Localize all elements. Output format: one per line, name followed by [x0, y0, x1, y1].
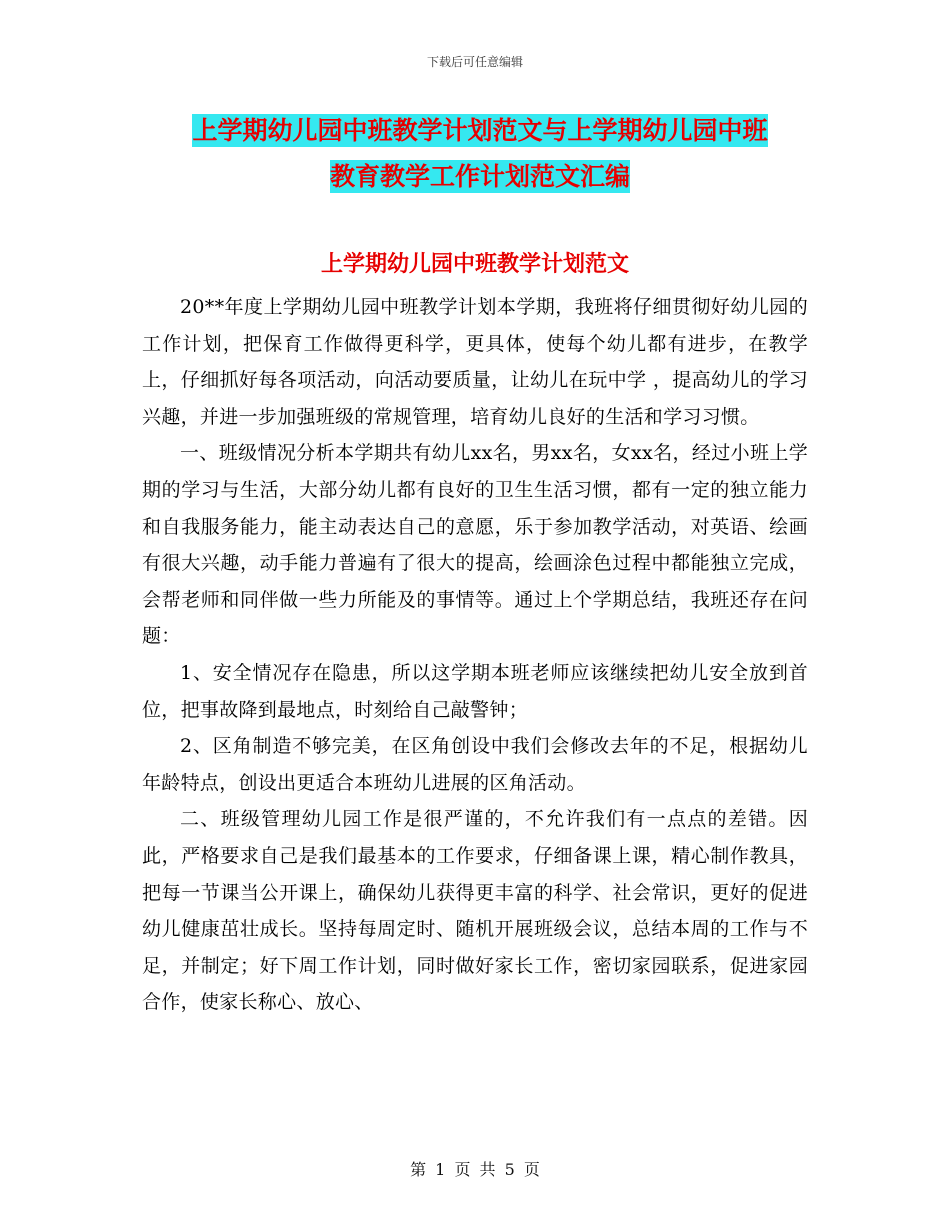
- document-title-line-1: 上学期幼儿园中班教学计划范文与上学期幼儿园中班: [192, 116, 768, 145]
- section-title: 上学期幼儿园中班教学计划范文: [320, 252, 629, 277]
- page-number: 第 1 页 共 5 页: [410, 1160, 540, 1179]
- paragraph: 20**年度上学期幼儿园中班教学计划本学期，我班将仔细贯彻好幼儿园的工作计划，把保育工作做得更科学，更具体，使每个幼儿都有进步，在教学上，仔细抓好每各项活动，向活动要质量，让幼儿在玩中学 ，提高幼儿的学习兴趣，并进一步加强班级的常规管理，培育幼儿良好的生活和学习习惯。: [142, 296, 808, 428]
- paragraph: 2、区角制造不够完美，在区角创设中我们会修改去年的不足，根据幼儿年龄特点，创设出更适合本班幼儿进展的区角活动。: [142, 735, 808, 794]
- document-title-line-2: 教育教学工作计划范文汇编: [329, 162, 630, 191]
- document-title: [140, 108, 820, 200]
- header-note: 下载后可任意编辑: [426, 55, 523, 69]
- paragraph: 1、安全情况存在隐患，所以这学期本班老师应该继续把幼儿安全放到首位，把事故降到最地点，时刻给自己敲警钟；: [142, 661, 808, 721]
- document-body: [142, 289, 808, 1021]
- paragraph: 一、班级情况分析本学期共有幼儿xx名，男xx名，女xx名，经过小班上学期的学习与生活，大部分幼儿都有良好的卫生生活习惯，都有一定的独立能力和自我服务能力，能主动表达自己的意愿，乐于参加教学活动，对英语、绘画有很大兴趣，动手能力普遍有了很大的提高，绘画涂色过程中都能独立完成，会帮老师和同伴做一些力所能及的事情等。通过上个学期总结，我班还存在问题：: [142, 442, 808, 648]
- paragraph: 二、班级管理幼儿园工作是很严谨的，不允许我们有一点点的差错。因此，严格要求自己是我们最基本的工作要求，仔细备课上课，精心制作教具，把每一节课当公开课上，确保幼儿获得更丰富的科学、社会常识，更好的促进幼儿健康茁壮成长。坚持每周定时、随机开展班级会议，总结本周的工作与不足，并制定；好下周工作计划，同时做好家长工作，密切家园联系，促进家园合作，使家长称心、放心、: [142, 808, 808, 1014]
